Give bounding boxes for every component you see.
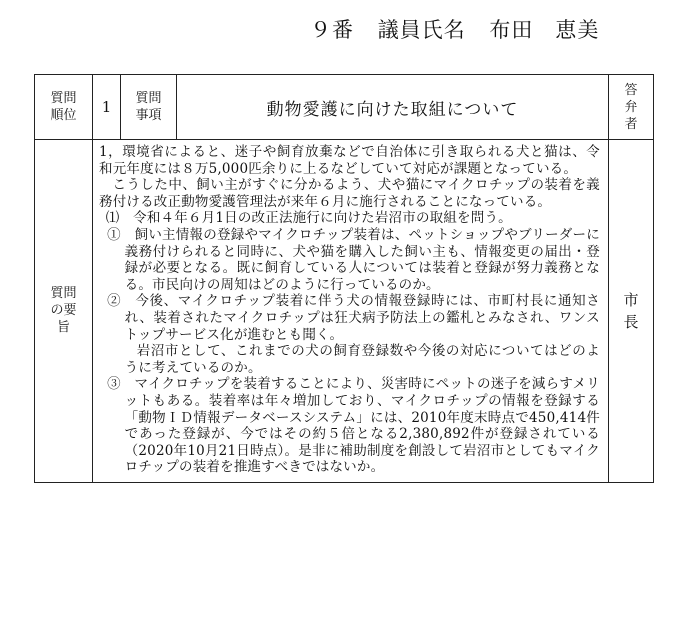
order-label-cell — [35, 75, 93, 140]
summary-body — [93, 140, 609, 483]
summary-sub2b: 岩沼市として、これまでの犬の飼育登録数や今後の対応についてはどのように考えているのか。 — [124, 343, 600, 376]
document-header — [310, 14, 615, 44]
question-number: ９番 — [310, 18, 354, 42]
question-table — [34, 74, 654, 483]
order-value: 1 — [93, 75, 121, 140]
member-name-label: 議員氏名 — [377, 18, 466, 42]
answerer-value: 市長 — [623, 290, 639, 331]
answerer-label-cell — [609, 75, 654, 140]
topic-label: 質問事項 — [135, 91, 162, 123]
table-body-row — [35, 140, 654, 483]
summary-intro: 1，環境省によると、迷子や飼育放棄などで自治体に引き取られる犬と猫は、令和元年度には８万5,000匹余りに上るなどしていて対応が課題となっている。 — [99, 144, 600, 177]
summary-sub1: ① 飼い主情報の登録やマイクロチップ装着は、ペットショップやブリーダーに義務付けられると同時に、犬や猫を購入した飼い主も、情報変更の届出・登録が必要となる。既に飼育している人については装着と登録が努力義務となる。市民向けの周知はどのように行っているのか。 — [107, 226, 600, 293]
order-label: 質問順位 — [50, 91, 77, 123]
summary-sub3: ③ マイクロチップを装着することにより、災害時にペットの迷子を減らすメリットもある。装着率は年々増加しており、マイクロチップの情報を登録する「動物ＩＤ情報データベースシステム」には、2010年度末時点で450,414件であった登録が、今ではその約５倍となる2,380,892件が登録されている（2020年10月21日時点）。是非に補助制度を創設して岩沼市としてもマイクロチップの装着を推進すべきではないか。 — [107, 376, 600, 476]
summary-para2: こうした中、飼い主がすぐに分かるよう、犬や猫にマイクロチップの装着を義務付ける改正動物愛護管理法が来年６月に施行されることになっている。 — [99, 177, 600, 210]
topic-label-cell — [121, 75, 177, 140]
member-name: 布田 恵美 — [489, 18, 600, 42]
table-header-row — [35, 75, 654, 140]
summary-label-cell — [35, 140, 93, 483]
summary-item1: ⑴ 令和４年６月1日の改正法施行に向けた岩沼市の取組を問う。 — [105, 210, 512, 227]
answerer-cell — [609, 140, 654, 483]
answerer-label: 答弁者 — [624, 82, 638, 132]
topic-title: 動物愛護に向けた取組について — [177, 75, 609, 140]
summary-sub2: ② 今後、マイクロチップ装着に伴う犬の情報登録時には、市町村長に通知され、装着されたマイクロチップは狂犬病予防法上の鑑札とみなされ、ワンストップサービス化が進むとも聞く。 — [107, 293, 600, 343]
summary-label: 質問の要旨 — [50, 286, 77, 336]
